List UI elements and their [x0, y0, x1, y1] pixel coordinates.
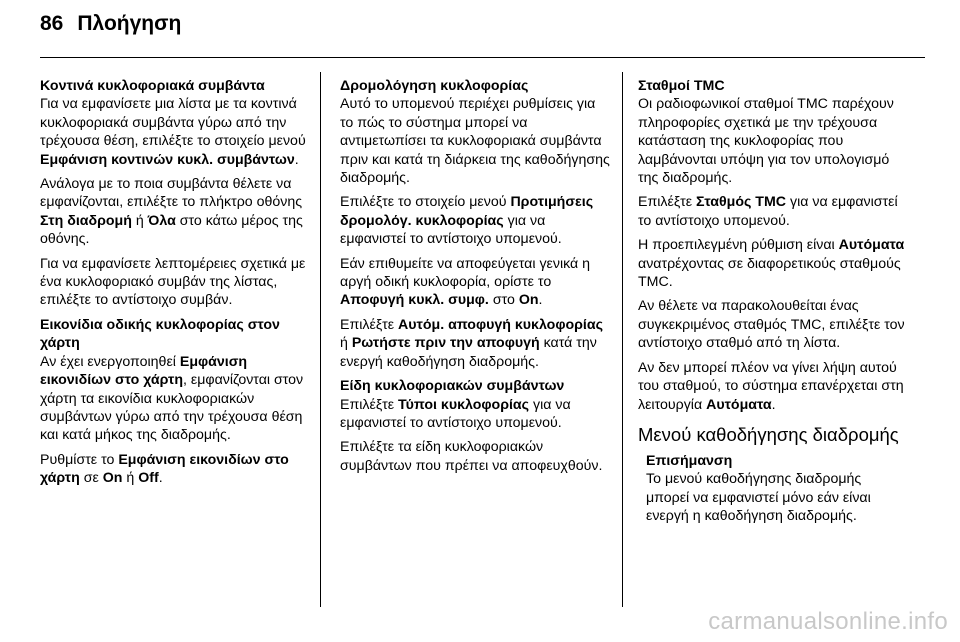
option-ref: Αυτόμ. αποφυγή κυκλοφορίας	[398, 316, 603, 333]
button-ref: Όλα	[147, 212, 176, 229]
column-3	[638, 77, 906, 532]
page-header	[40, 12, 181, 52]
menu-item-ref: Σταθμός TMC	[696, 194, 787, 211]
section-heading-traffic-routing: Δρομολόγηση κυκλοφορίας	[340, 78, 529, 94]
paragraph: Επιλέξτε Αυτόμ. αποφυγή κυκλοφορίας ή Ρωτήστε πριν την αποφυγή κατά την ενεργή καθοδήγηση διαδρομής.	[340, 316, 603, 370]
menu-item-ref: Προτιμήσεις δρομολόγ. κυκλοφορίας	[340, 194, 594, 229]
paragraph: Εάν επιθυμείτε να αποφεύγεται γενικά η αργή οδική κυκλοφορία, ορίστε το Αποφυγή κυκλ. συμφ. στο On.	[340, 255, 591, 309]
column-divider-1	[320, 72, 321, 607]
setting-ref: Αυτόματα	[706, 396, 772, 413]
paragraph: Αυτό το υπομενού περιέχει ρυθμίσεις για το πώς το σύστημα μπορεί να αντιμετωπίσει τα κυκλοφοριακά συμβάντα πριν και κατά τη διάρκεια της καθοδήγησης διαδρομής.	[340, 96, 610, 187]
column-2	[340, 77, 610, 481]
paragraph: Επιλέξτε το στοιχείο μενού Προτιμήσεις δρομολόγ. κυκλοφορίας για να εμφανιστεί το αντίστοιχο υπομενού.	[340, 194, 594, 248]
paragraph: Επιλέξτε Σταθμός TMC για να εμφανιστεί το αντίστοιχο υπομενού.	[638, 194, 898, 229]
paragraph: Αν θέλετε να παρακολουθείται ένας συγκεκριμένος σταθμός TMC, επιλέξτε τον αντίστοιχο σταθμό από τη λίστα.	[638, 298, 905, 352]
section-heading-nearby-incidents: Κοντινά κυκλοφοριακά συμβάντα	[40, 78, 265, 94]
menu-item-ref: Εμφάνιση κοντινών κυκλ. συμβάντων	[40, 151, 295, 168]
watermark: carmanualsonline.info	[708, 608, 948, 635]
setting-ref: Αποφυγή κυκλ. συμφ.	[340, 292, 489, 309]
paragraph: Ανάλογα με το ποια συμβάντα θέλετε να εμφανίζονται, επιλέξτε το πλήκτρο οθόνης Στη διαδρομή ή Όλα στο κάτω μέρος της οθόνης.	[40, 176, 303, 248]
paragraph: Επιλέξτε Τύποι κυκλοφορίας για να εμφανιστεί το αντίστοιχο υπομενού.	[340, 396, 571, 431]
column-1	[40, 77, 310, 494]
setting-ref: Εμφάνιση εικονιδίων στο χάρτη	[40, 353, 248, 389]
paragraph: Για να εμφανίσετε μια λίστα με τα κοντινά κυκλοφοριακά συμβάντα γύρω από την τρέχουσα θέση, επιλέξτε το στοιχείο μενού Εμφάνιση κοντινών κυκλ. συμβάντων.	[40, 96, 306, 168]
paragraph: Επιλέξτε τα είδη κυκλοφοριακών συμβάντων που πρέπει να αποφευχθούν.	[340, 439, 603, 474]
option-ref: Ρωτήστε πριν την αποφυγή	[351, 335, 540, 352]
paragraph: Ρυθμίστε το Εμφάνιση εικονιδίων στο χάρτη σε On ή Off.	[40, 451, 289, 487]
menu-item-ref: Τύποι κυκλοφορίας	[398, 396, 530, 413]
chapter-title: Πλοήγηση	[77, 12, 182, 35]
paragraph: Για να εμφανίσετε λεπτομέρειες σχετικά με ένα κυκλοφοριακό συμβάν της λίστας, επιλέξτε το αντίστοιχο συμβάν.	[40, 255, 306, 309]
paragraph: Η προεπιλεγμένη ρύθμιση είναι Αυτόματα ανατρέχοντας σε διαφορετικούς σταθμούς TMC.	[638, 237, 905, 291]
paragraph: Αν έχει ενεργοποιηθεί Εμφάνιση εικονιδίων στο χάρτη, εμφανίζονται στον χάρτη τα εικονίδια κυκλοφοριακών συμβάντων γύρω από την τρέχουσα θέση και κατά μήκος της διαδρομής.	[40, 353, 304, 444]
column-divider-2	[622, 72, 623, 607]
paragraph: Αν δεν μπορεί πλέον να γίνει λήψη αυτού του σταθμού, το σύστημα επανέρχεται στη λειτουργία Αυτόματα.	[638, 359, 904, 413]
setting-ref: Αυτόματα	[838, 237, 905, 254]
section-heading-traffic-icons: Εικονίδια οδικής κυκλοφορίας στον χάρτη	[40, 316, 280, 352]
section-heading-incident-types: Είδη κυκλοφοριακών συμβάντων	[340, 378, 565, 395]
paragraph: Οι ραδιοφωνικοί σταθμοί TMC παρέχουν πληροφορίες σχετικά με την τρέχουσα κατάσταση της κυκλοφορίας που λαμβάνονται υπόψη για τον υπολογισμό της διαδρομής.	[638, 96, 894, 187]
note-box	[638, 452, 906, 526]
section-heading-guidance-menu: Μενού καθοδήγησης διαδρομής	[638, 423, 899, 445]
page-number: 86	[40, 12, 64, 35]
section-heading-tmc-stations: Σταθμοί TMC	[638, 78, 725, 94]
note-text: Το μενού καθοδήγησης διαδρομής μπορεί να εμφανιστεί μόνο εάν είναι ενεργή η καθοδήγηση διαδρομής.	[646, 471, 871, 525]
button-ref: Στη διαδρομή	[40, 212, 132, 229]
note-title: Επισήμανση	[646, 452, 733, 469]
setting-ref: Εμφάνιση εικονιδίων στο χάρτη	[40, 451, 289, 487]
header-rule	[40, 57, 925, 58]
